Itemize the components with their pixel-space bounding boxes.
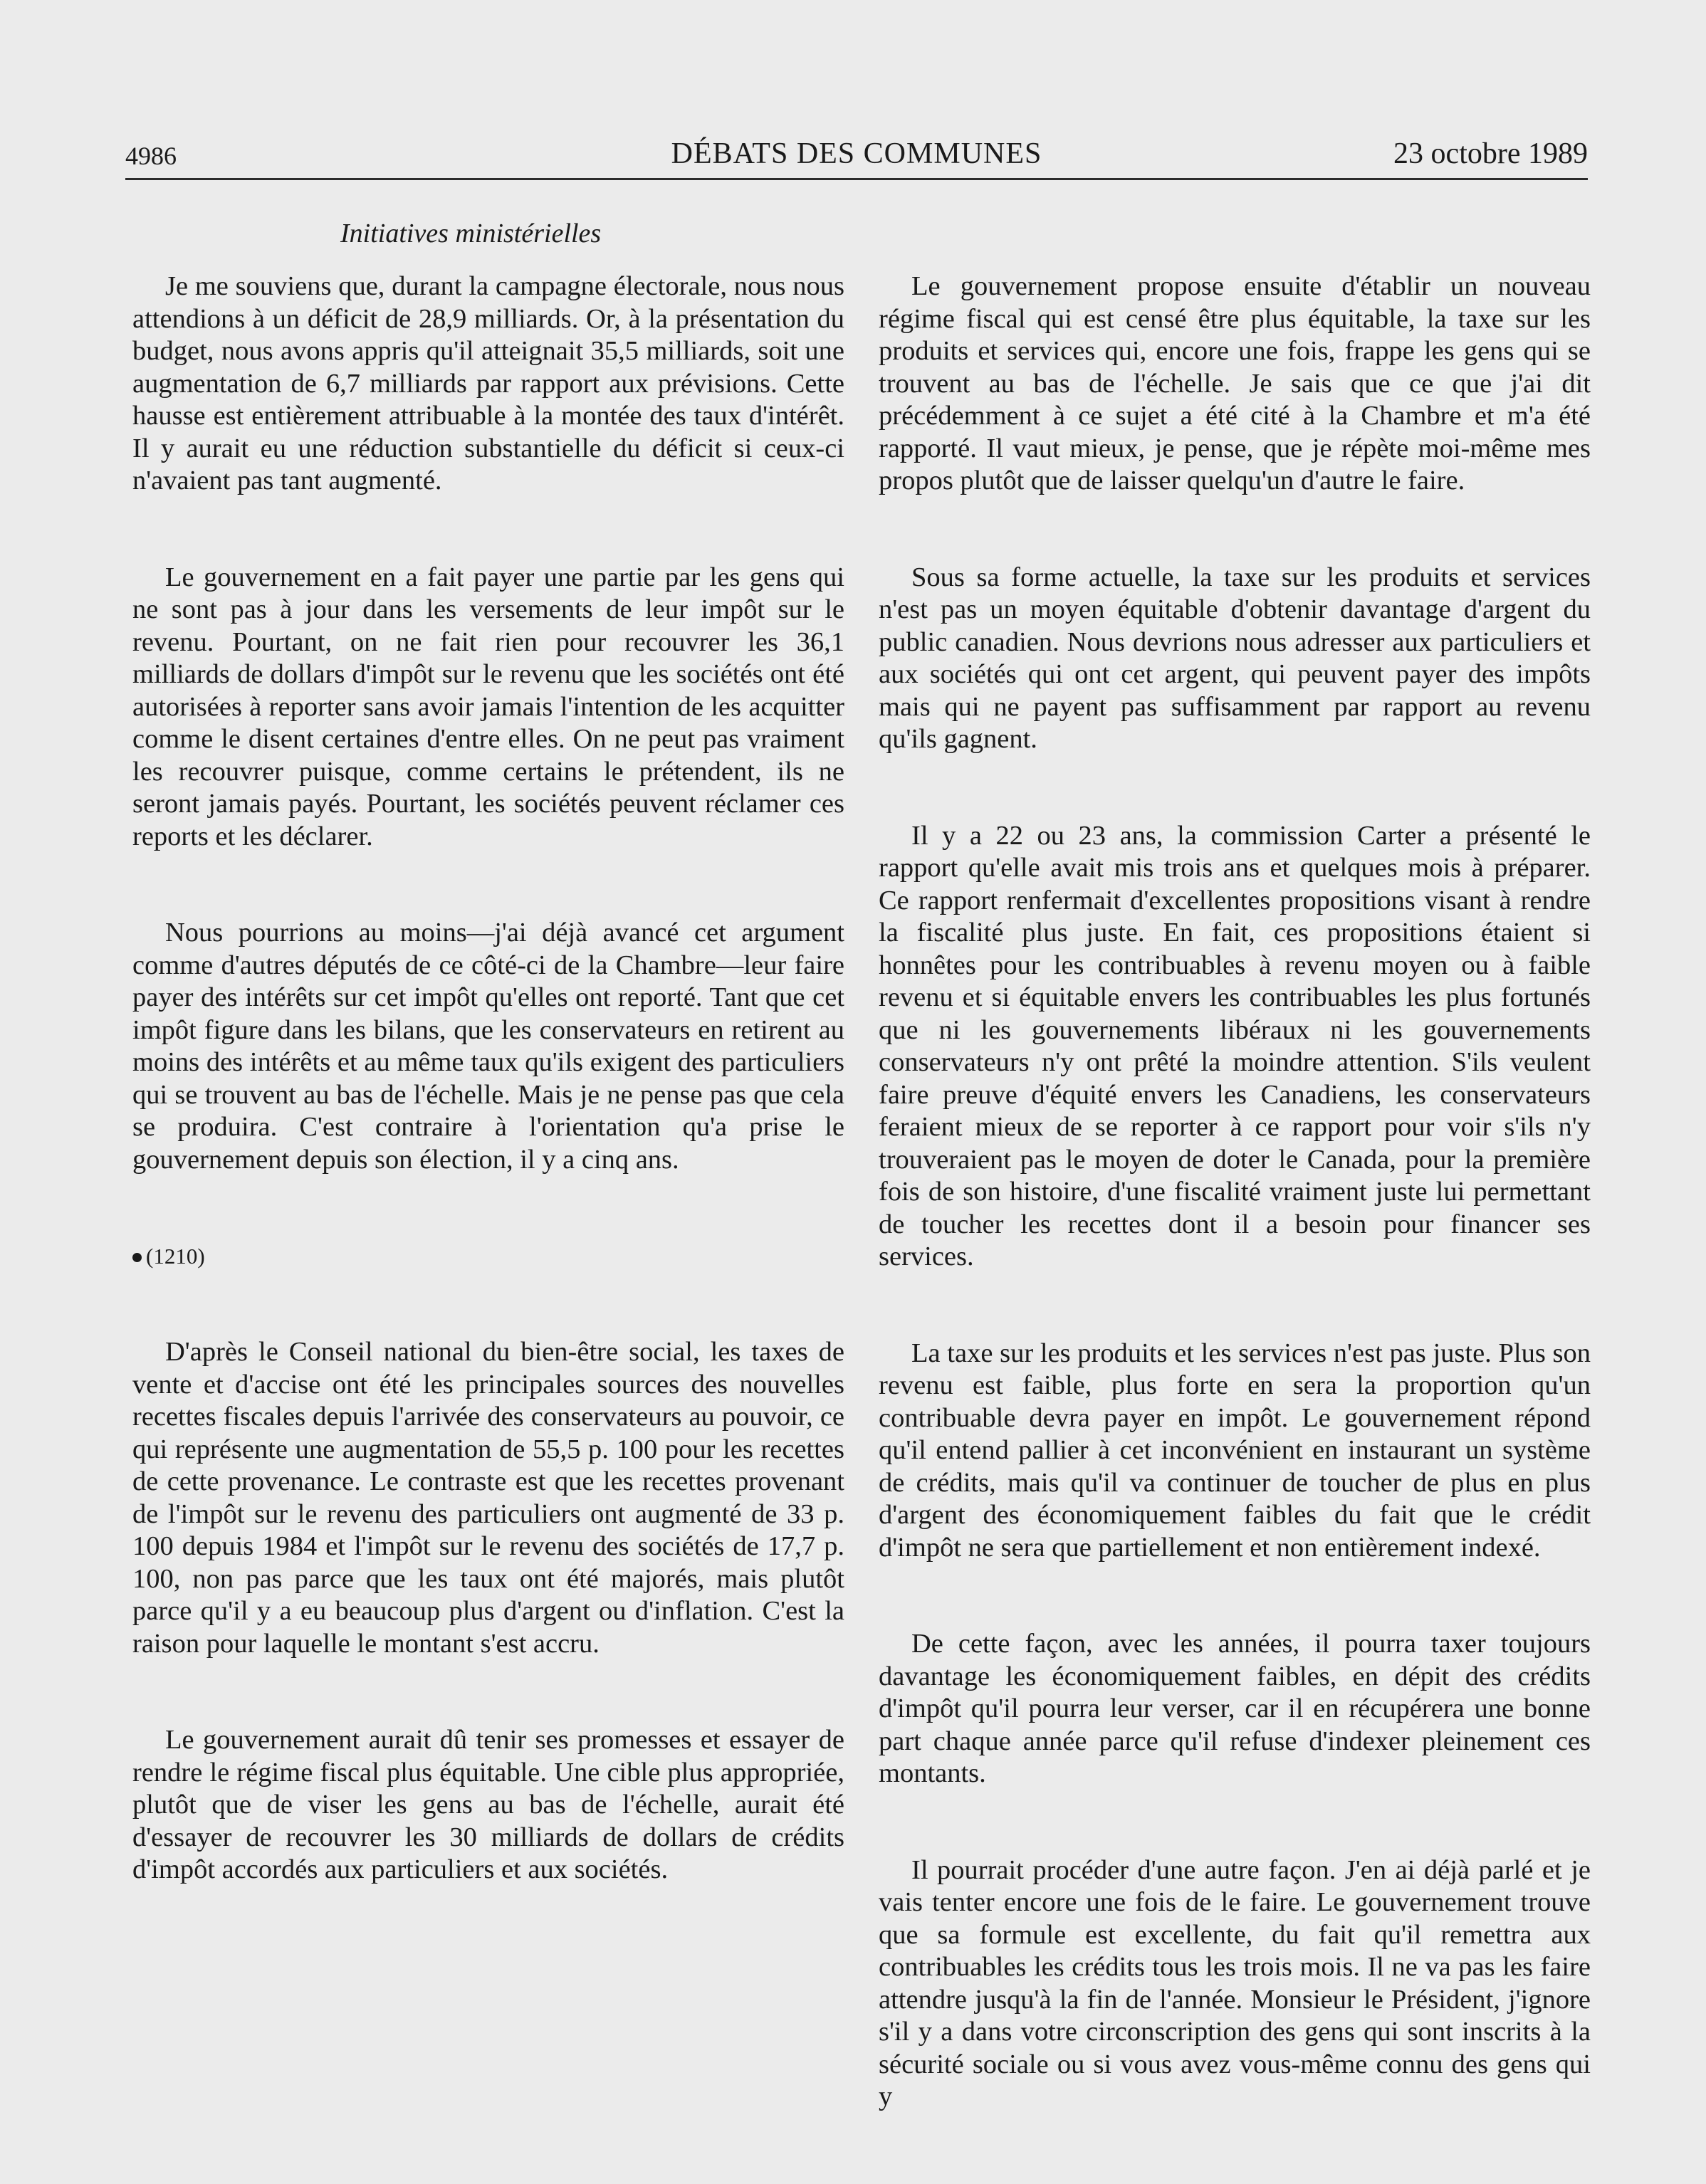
paragraph: Nous pourrions au moins—j'ai déjà avancé cet argument comme d'autres députés de ce côté-ci de la Chambre—leur faire payer des intérêts sur cet impôt qu'elles ont reporté. Tant que cet impôt figure dans les bilans, que les conservateurs en retirent au moins des intérêts et au même taux qu'ils exigent des particuliers qui se trouvent au bas de l'échelle. Mais je ne pense pas que cela se produira. C'est contraire à l'orientation qu'a prise le gouvernement depuis son élection, il y a cinq ans.	[132, 918, 844, 1175]
paragraph: D'après le Conseil national du bien-être social, les taxes de vente et d'accise ont été les principales sources des nouvelles recettes fiscales depuis l'arrivée des conservateurs au pouvoir, ce qui représente une augmentation de 55,5 p. 100 pour les recettes de cette provenance. Le contraste est que les recettes provenant de l'impôt sur le revenu des particuliers ont augmenté de 33 p. 100 depuis 1984 et l'impôt sur le revenu des sociétés de 17,7 p. 100, non pas parce que les taux ont été majorés, mais plutôt parce qu'il y a eu beaucoup plus d'argent ou d'inflation. C'est la raison pour laquelle le montant s'est accru.	[132, 1337, 844, 1659]
bullet-icon	[132, 1253, 142, 1262]
page-header	[125, 134, 1588, 179]
paragraph: La taxe sur les produits et les services n'est pas juste. Plus son revenu est faible, plus forte en sera la proportion qu'un contribuable devra payer en impôt. Le gouvernement répond qu'il entend pallier à cet inconvénient en instaurant un système de crédits, mais qu'il va continuer de toucher de plus en plus d'argent des économiquement faibles du fait que le crédit d'impôt ne sera que partiellement et non entièrement indexé.	[879, 1338, 1591, 1563]
paragraph: De cette façon, avec les années, il pourra taxer toujours davantage les économiquement faibles, en dépit des crédits d'impôt qu'il pourra leur verser, car il en récupérera une bonne part chaque année parce qu'il refuse d'indexer pleinement ces montants.	[879, 1629, 1591, 1788]
page-number: 4986	[125, 142, 177, 170]
header-date: 23 octobre 1989	[1393, 137, 1588, 170]
time-marker-text: (1210)	[146, 1244, 205, 1269]
paragraph: Il pourrait procéder d'une autre façon. J'en ai déjà parlé et je vais tenter encore une fois de le faire. Le gouvernement trouve que sa formule est excellente, du fait qu'il remettra aux contribuables les crédits tous les trois mois. Il ne va pas les faire attendre jusqu'à la fin de l'année. Monsieur le Président, j'ignore s'il y a dans votre circonscription des gens qui sont inscrits à la sécurité sociale ou si vous avez vous-même connu des gens qui y	[879, 1854, 1591, 2111]
paragraph: Sous sa forme actuelle, la taxe sur les produits et services n'est pas un moyen équitable d'obtenir davantage d'argent du public canadien. Nous devrions nous adresser aux particuliers et aux sociétés qui ont cet argent, qui peuvent payer des impôts mais qui ne payent pas suffisamment par rapport au revenu qu'ils gagnent.	[879, 562, 1591, 754]
paragraph: Le gouvernement aurait dû tenir ses promesses et essayer de rendre le régime fiscal plus équitable. Une cible plus appropriée, plutôt que de viser les gens au bas de l'échelle, aurait été d'essayer de recouvrer les 30 milliards de dollars de crédits d'impôt accordés aux particuliers et aux sociétés.	[132, 1725, 844, 1884]
left-column	[132, 271, 844, 1886]
paragraph: Il y a 22 ou 23 ans, la commission Carter a présenté le rapport qu'elle avait mis trois ans et quelques mois à préparer. Ce rapport renfermait d'excellentes propositions visant à rendre la fiscalité plus juste. En fait, ces propositions étaient si honnêtes pour les contribuables à revenu moyen ou à faible revenu et si équitable envers les contribuables les plus fortunés que ni les gouvernements libéraux ni les gouvernements conservateurs n'y ont prêté la moindre attention. S'ils veulent faire preuve d'équité envers les Canadiens, les conservateurs feraient mieux de se reporter à ce rapport pour voir s'ils n'y trouveraient pas le moyen de doter le Canada, pour la première fois de son histoire, d'une fiscalité vraiment juste lui permettant de toucher les recettes dont il a besoin pour financer ses services.	[879, 820, 1591, 1271]
section-title: Initiatives ministérielles	[340, 219, 602, 248]
header-rule	[125, 178, 1588, 180]
paragraph: Le gouvernement propose ensuite d'établir un nouveau régime fiscal qui est censé être plus équitable, la taxe sur les produits et services qui, encore une fois, frappe les gens qui se trouvent au bas de l'échelle. Je sais que ce que j'ai dit précédemment à ce sujet a été cité à la Chambre et m'a été rapporté. Il vaut mieux, je pense, que je répète moi-même mes propos plutôt que de laisser quelqu'un d'autre le faire.	[879, 271, 1591, 495]
right-column	[879, 271, 1591, 2114]
paragraph: Je me souviens que, durant la campagne électorale, nous nous attendions à un déficit de 28,9 milliards. Or, à la présentation du budget, nous avons appris qu'il atteignait 35,5 milliards, soit une augmentation de 6,7 milliards par rapport aux prévisions. Cette hausse est entièrement attribuable à la montée des taux d'intérêt. Il y aurait eu une réduction substantielle du déficit si ceux-ci n'avaient pas tant augmenté.	[132, 271, 844, 495]
time-marker	[132, 1240, 844, 1272]
journal-title: DÉBATS DES COMMUNES	[671, 137, 1042, 170]
paragraph: Le gouvernement en a fait payer une partie par les gens qui ne sont pas à jour dans les versements de leur impôt sur le revenu. Pourtant, on ne fait rien pour recouvrer les 36,1 milliards de dollars d'impôt sur le revenu que les sociétés ont été autorisées à reporter sans avoir jamais l'intention de les acquitter comme le disent certaines d'entre elles. On ne peut pas vraiment les recouvrer puisque, comme certains le prétendent, ils ne seront jamais payés. Pourtant, les sociétés peuvent réclamer ces reports et les déclarer.	[132, 562, 844, 851]
